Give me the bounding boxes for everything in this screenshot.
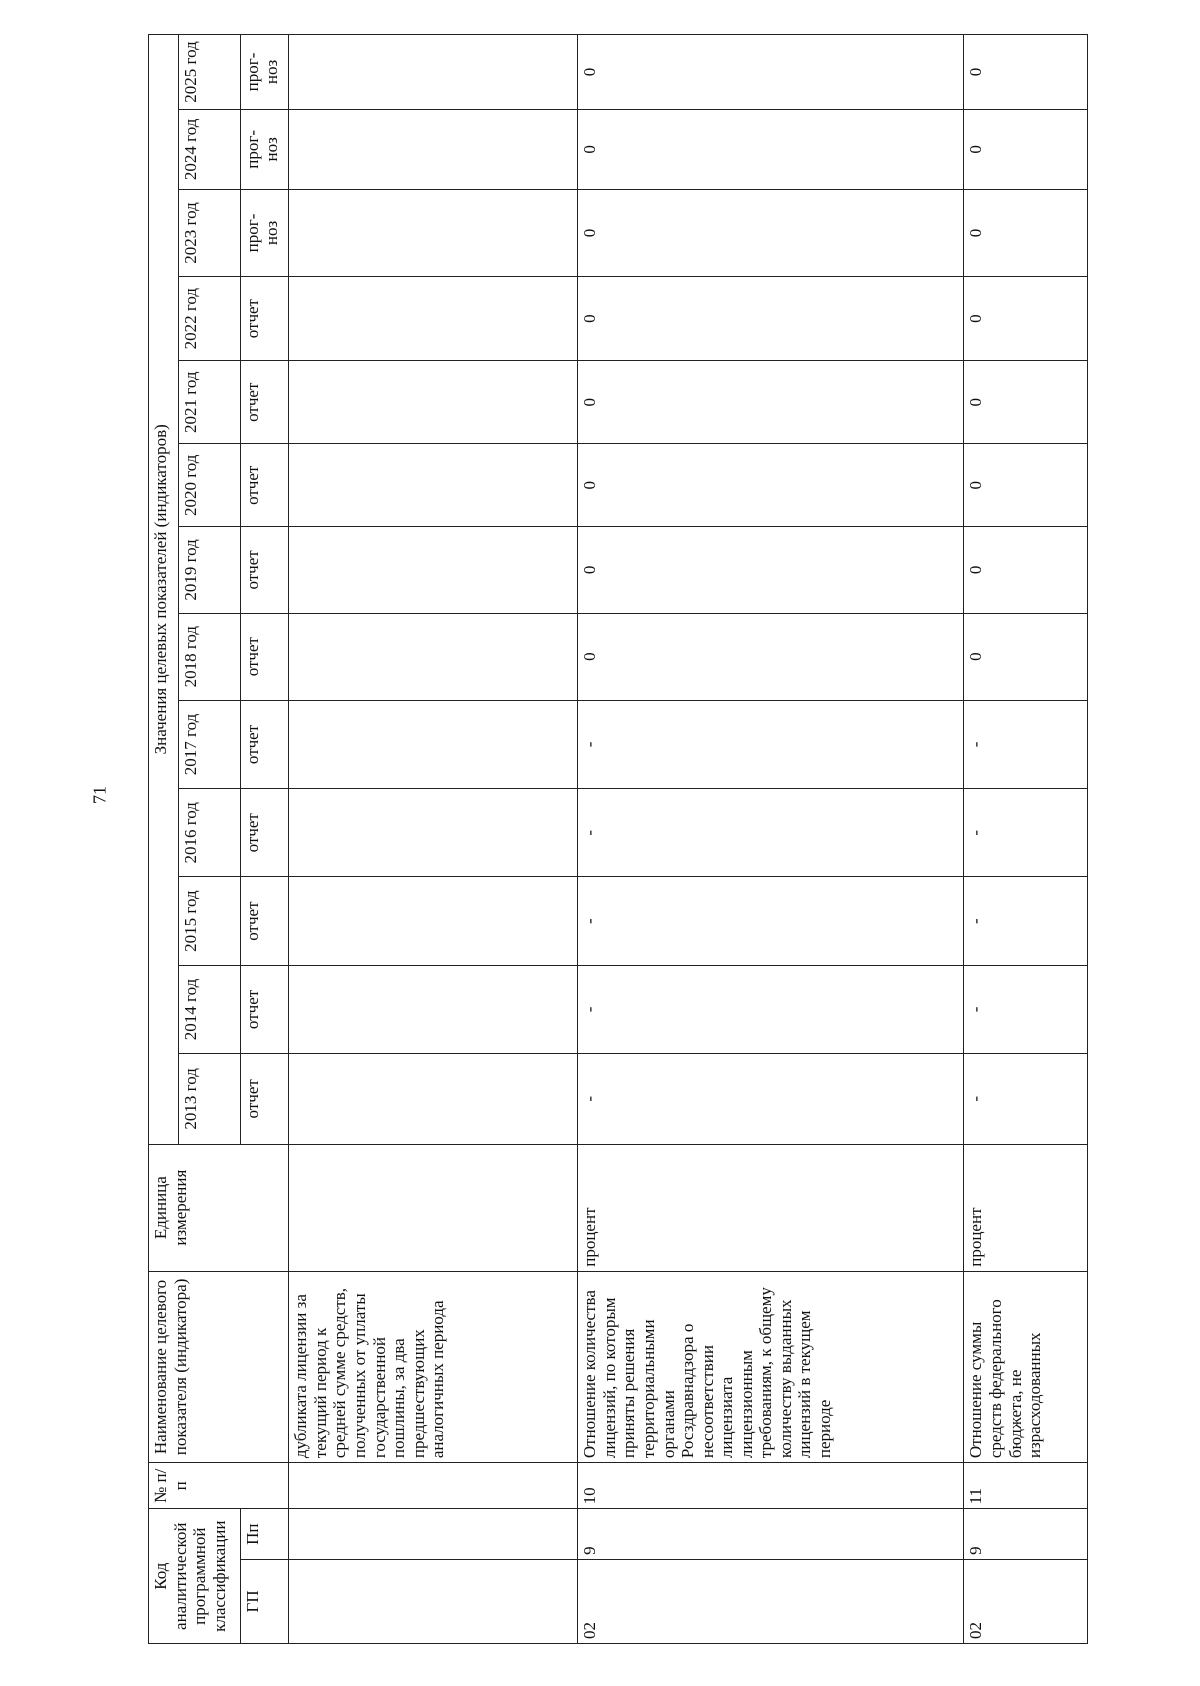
row-value: 0 xyxy=(578,527,964,613)
row-gp: 02 xyxy=(964,1559,1088,1643)
row-value xyxy=(289,277,578,361)
year-2015: 2015 год xyxy=(179,877,241,965)
row-value: 0 xyxy=(578,189,964,276)
rotated-table-container xyxy=(148,34,1088,1644)
kind-2014: отчет xyxy=(240,965,289,1053)
kind-2019: отчет xyxy=(240,527,289,613)
kind-2024: прог- ноз xyxy=(240,109,289,189)
header-name: Наименование целевого показателя (индикатора) xyxy=(149,1271,289,1462)
row-gp xyxy=(289,1559,578,1643)
row-pp: 9 xyxy=(578,1509,964,1559)
year-2022: 2022 год xyxy=(179,277,241,361)
indicators-table xyxy=(148,34,1088,1644)
year-2016: 2016 год xyxy=(179,789,241,877)
kind-2022: отчет xyxy=(240,277,289,361)
kind-2018: отчет xyxy=(240,613,289,700)
row-value: - xyxy=(964,877,1088,965)
row-value xyxy=(289,444,578,527)
year-2018: 2018 год xyxy=(179,613,241,700)
row-value: - xyxy=(578,700,964,788)
row-value xyxy=(289,789,578,877)
row-pp: 9 xyxy=(964,1509,1088,1559)
row-value: 0 xyxy=(964,109,1088,189)
row-value: - xyxy=(964,789,1088,877)
kind-2013: отчет xyxy=(240,1054,289,1144)
header-values-group: Значения целевых показателей (индикаторов) xyxy=(149,35,179,1145)
row-num: 11 xyxy=(964,1463,1088,1509)
row-value xyxy=(289,877,578,965)
row-gp: 02 xyxy=(578,1559,964,1643)
row-value: - xyxy=(578,877,964,965)
header-num: № п/п xyxy=(149,1463,289,1509)
row-value: 0 xyxy=(964,527,1088,613)
row-value xyxy=(289,109,578,189)
row-value: - xyxy=(578,965,964,1053)
row-value: 0 xyxy=(964,444,1088,527)
year-2013: 2013 год xyxy=(179,1054,241,1144)
row-value: 0 xyxy=(578,35,964,110)
row-value xyxy=(289,700,578,788)
row-unit: процент xyxy=(964,1144,1088,1271)
row-value: 0 xyxy=(964,189,1088,276)
row-num xyxy=(289,1463,578,1509)
row-unit: процент xyxy=(578,1144,964,1271)
row-value xyxy=(289,35,578,110)
table-row xyxy=(578,35,964,1644)
row-value xyxy=(289,965,578,1053)
header-gp: ГП xyxy=(240,1559,289,1643)
row-pp xyxy=(289,1509,578,1559)
kind-2023: прог- ноз xyxy=(240,189,289,276)
row-value: - xyxy=(964,700,1088,788)
kind-2021: отчет xyxy=(240,361,289,444)
header-pp: Пп xyxy=(240,1509,289,1559)
row-value: 0 xyxy=(964,613,1088,700)
row-value: 0 xyxy=(964,277,1088,361)
row-value: - xyxy=(964,965,1088,1053)
year-2023: 2023 год xyxy=(179,189,241,276)
row-name: Отношение суммы средств федерального бюджета, не израсходованных xyxy=(964,1271,1088,1462)
row-value xyxy=(289,527,578,613)
year-2021: 2021 год xyxy=(179,361,241,444)
row-value xyxy=(289,613,578,700)
row-value xyxy=(289,361,578,444)
row-unit xyxy=(289,1144,578,1271)
row-name: Отношение количества лицензий, по которым приняты решения территориальными органами Росздравнадзора о несоответствии лицензиата лицензионным требованиям, к общему количеству выданных лицензий в текущем периоде xyxy=(578,1271,964,1462)
row-value: 0 xyxy=(578,613,964,700)
row-num: 10 xyxy=(578,1463,964,1509)
kind-2016: отчет xyxy=(240,789,289,877)
kind-2025: прог- ноз xyxy=(240,35,289,110)
row-value: - xyxy=(578,789,964,877)
row-value: 0 xyxy=(964,35,1088,110)
row-value: - xyxy=(964,1054,1088,1144)
header-code: Код аналитической программной классификации xyxy=(149,1509,241,1644)
header-unit: Единица измерения xyxy=(149,1144,289,1271)
row-name: дубликата лицензии за текущий период к средней сумме средств, полученных от уплаты государственной пошлины, за два предшествующих аналогичных периода xyxy=(289,1271,578,1462)
year-2014: 2014 год xyxy=(179,965,241,1053)
kind-2015: отчет xyxy=(240,877,289,965)
row-value xyxy=(289,189,578,276)
row-value: 0 xyxy=(578,361,964,444)
row-value: 0 xyxy=(578,444,964,527)
year-2019: 2019 год xyxy=(179,527,241,613)
year-2020: 2020 год xyxy=(179,444,241,527)
year-2017: 2017 год xyxy=(179,700,241,788)
page-number: 71 xyxy=(89,786,110,804)
row-value: - xyxy=(578,1054,964,1144)
table-row xyxy=(964,35,1088,1644)
kind-2020: отчет xyxy=(240,444,289,527)
row-value: 0 xyxy=(964,361,1088,444)
row-value: 0 xyxy=(578,109,964,189)
table-row xyxy=(289,35,578,1644)
year-2024: 2024 год xyxy=(179,109,241,189)
kind-2017: отчет xyxy=(240,700,289,788)
year-2025: 2025 год xyxy=(179,35,241,110)
row-value xyxy=(289,1054,578,1144)
row-value: 0 xyxy=(578,277,964,361)
